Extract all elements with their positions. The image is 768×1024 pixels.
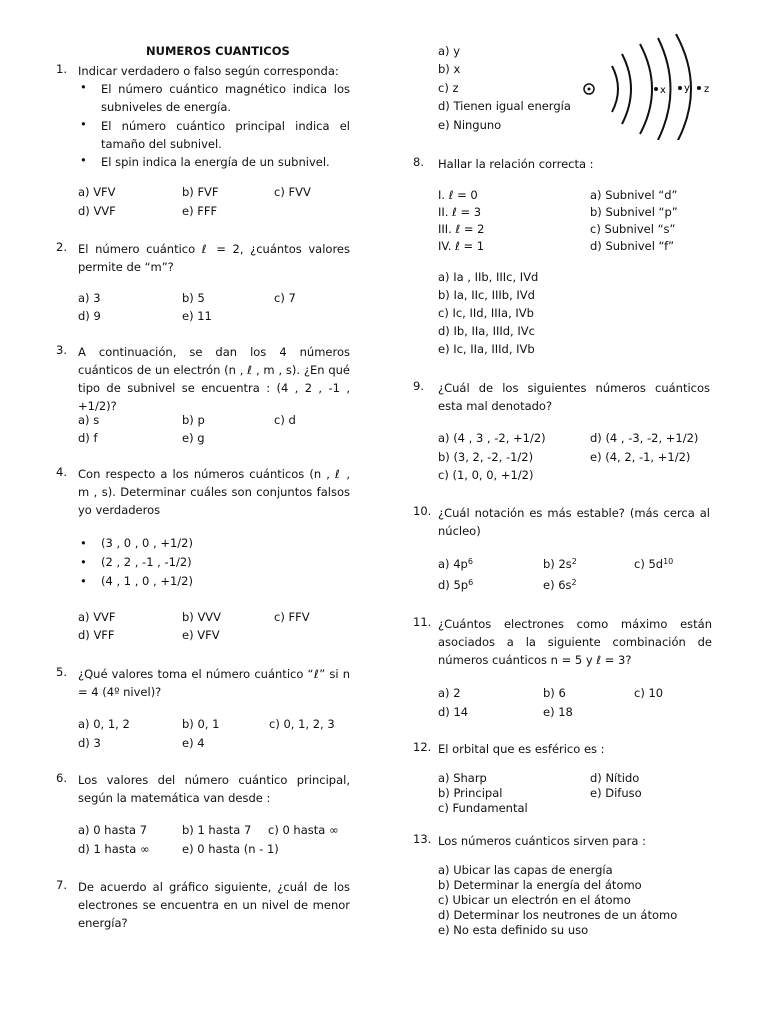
- nucleus-dot: [588, 88, 591, 91]
- q1-option: b) FVF: [182, 185, 219, 199]
- q9-number: 9.: [413, 379, 424, 393]
- q4-bullet: (2 , 2 , -1 , -1/2): [101, 555, 192, 569]
- q9-option: d) (4 , -3, -2, +1/2): [590, 431, 699, 445]
- q9-option: b) (3, 2, -2, -1/2): [438, 450, 534, 464]
- atom-levels-figure: [580, 30, 720, 140]
- q1-bullet: El spin indica la energía de un subnivel.: [101, 155, 330, 169]
- q1-option: a) VFV: [78, 185, 116, 199]
- q3-option: b) p: [182, 413, 205, 427]
- q9-option: a) (4 , 3 , -2, +1/2): [438, 431, 546, 445]
- q7-number: 7.: [56, 878, 67, 892]
- q2-option: e) 11: [182, 309, 212, 323]
- q1-bullet: El número cuántico magnético indica los subniveles de energía.: [101, 82, 350, 114]
- electron-dot: [654, 87, 658, 91]
- q2-option: d) 9: [78, 309, 101, 323]
- q13-option: e) No esta definido su uso: [438, 923, 589, 937]
- q1-option: e) FFF: [182, 204, 218, 218]
- q3-option: c) d: [274, 413, 296, 427]
- q8-text: Hallar la relación correcta :: [438, 157, 594, 171]
- q4-number: 4.: [56, 465, 67, 479]
- q9-option: c) (1, 0, 0, +1/2): [438, 468, 534, 482]
- bullet-icon: •: [80, 574, 87, 588]
- q8-right-item: d) Subnivel “f”: [590, 239, 675, 253]
- q12-text: El orbital que es esférico es :: [438, 742, 605, 756]
- q10-option-a: a) $4p^6$: [438, 557, 473, 571]
- q8-left-item: I. ℓ = 0: [438, 188, 478, 202]
- q1-number: 1.: [56, 62, 67, 76]
- q5-option: e) 4: [182, 736, 205, 750]
- q8-option: d) Ib, IIa, IIId, IVc: [438, 324, 535, 338]
- q4-option: c) FFV: [274, 610, 310, 624]
- q11-number: 11.: [413, 615, 432, 629]
- q4-option: a) VVF: [78, 610, 116, 624]
- q4-option: d) VFF: [78, 628, 115, 642]
- q10-number: 10.: [413, 504, 432, 518]
- q1-option: c) FVV: [274, 185, 311, 199]
- q2-option: a) 3: [78, 291, 101, 305]
- q6-text: Los valores del número cuántico principal, según la matemática van desde :: [78, 773, 350, 805]
- q10-option-b: b) $2s^2$: [543, 557, 577, 571]
- q6-option: d) 1 hasta ∞: [78, 842, 150, 856]
- electron-label-x: x: [660, 85, 666, 96]
- q8-right-item: a) Subnivel “d”: [590, 188, 678, 202]
- q7-option: c) z: [438, 81, 459, 95]
- q4-text: Con respecto a los números cuánticos (n , ℓ , m , s). Determinar cuáles son conjuntos falsos yo verdaderos: [78, 467, 350, 517]
- q5-text: ¿Qué valores toma el número cuántico “ℓ” si n = 4 (4º nivel)?: [78, 667, 350, 699]
- q4-bullet: (3 , 0 , 0 , +1/2): [101, 536, 193, 550]
- q2-option: b) 5: [182, 291, 205, 305]
- q9-text: ¿Cuál de los siguientes números cuánticos esta mal denotado?: [438, 381, 710, 413]
- q11-option: c) 10: [634, 686, 664, 700]
- q12-option: d) Nítido: [590, 771, 640, 785]
- q5-option: a) 0, 1, 2: [78, 717, 130, 731]
- q4-option: b) VVV: [182, 610, 222, 624]
- q8-option: b) Ia, IIc, IIIb, IVd: [438, 288, 535, 302]
- q8-right-item: c) Subnivel “s”: [590, 222, 676, 236]
- q11-option: a) 2: [438, 686, 461, 700]
- q7-option: e) Ninguno: [438, 118, 502, 132]
- q7-option: b) x: [438, 62, 461, 76]
- q8-option: e) Ic, IIa, IIId, IVb: [438, 342, 535, 356]
- q1-text: Indicar verdadero o falso según corresponda:: [78, 64, 339, 78]
- q11-option: e) 18: [543, 705, 573, 719]
- page-title: NUMEROS CUANTICOS: [146, 44, 290, 58]
- q7-text: De acuerdo al gráfico siguiente, ¿cuál de los electrones se encuentra en un nivel de menor energía?: [78, 880, 350, 930]
- q9-option: e) (4, 2, -1, +1/2): [590, 450, 691, 464]
- q1-option: d) VVF: [78, 204, 116, 218]
- q8-left-item: III. ℓ = 2: [438, 222, 485, 236]
- q12-option: e) Difuso: [590, 786, 642, 800]
- energy-level-arc: [612, 66, 618, 112]
- q6-option: b) 1 hasta 7: [182, 823, 252, 837]
- bullet-icon: •: [80, 117, 87, 131]
- q8-left-item: II. ℓ = 3: [438, 205, 482, 219]
- q3-text: A continuación, se dan los 4 números cuánticos de un electrón (n , ℓ , m , s). ¿En qué tipo de subnivel se encuentra : (4 , 2 , -1 , +1/2)?: [78, 345, 350, 413]
- energy-level-arc: [622, 54, 631, 124]
- q8-option: a) Ia , IIb, IIIc, IVd: [438, 270, 539, 284]
- q2-option: c) 7: [274, 291, 296, 305]
- electron-label-z: z: [704, 84, 710, 95]
- q8-right-item: b) Subnivel “p”: [590, 205, 678, 219]
- q13-text: Los números cuánticos sirven para :: [438, 834, 646, 848]
- q10-option-d: d) $5p^6$: [438, 578, 474, 592]
- q1-bullet: El número cuántico principal indica el tamaño del subnivel.: [101, 119, 350, 151]
- bullet-icon: •: [80, 153, 87, 167]
- q5-option: c) 0, 1, 2, 3: [269, 717, 335, 731]
- q7-option: a) y: [438, 44, 460, 58]
- q12-option: b) Principal: [438, 786, 503, 800]
- q7-option: d) Tienen igual energía: [438, 99, 571, 113]
- q2-text: El número cuántico ℓ = 2, ¿cuántos valores permite de “m”?: [78, 242, 350, 274]
- bullet-icon: •: [80, 555, 87, 569]
- q6-option: a) 0 hasta 7: [78, 823, 148, 837]
- q6-number: 6.: [56, 771, 67, 785]
- q6-option: e) 0 hasta (n - 1): [182, 842, 279, 856]
- q6-option: c) 0 hasta ∞: [268, 823, 339, 837]
- q3-option: a) s: [78, 413, 100, 427]
- q4-option: e) VFV: [182, 628, 220, 642]
- q13-option: c) Ubicar un electrón en el átomo: [438, 893, 631, 907]
- q12-number: 12.: [413, 740, 432, 754]
- q12-option: c) Fundamental: [438, 801, 528, 815]
- q10-option-e: e) $6s^2$: [543, 578, 577, 592]
- q3-option: e) g: [182, 431, 205, 445]
- q2-number: 2.: [56, 240, 67, 254]
- q8-left-item: IV. ℓ = 1: [438, 239, 485, 253]
- q4-bullet: (4 , 1 , 0 , +1/2): [101, 574, 193, 588]
- electron-dot: [678, 86, 682, 90]
- q13-option: b) Determinar la energía del átomo: [438, 878, 642, 892]
- electron-label-y: y: [684, 83, 690, 94]
- q5-option: b) 0, 1: [182, 717, 220, 731]
- q12-option: a) Sharp: [438, 771, 487, 785]
- q3-number: 3.: [56, 343, 67, 357]
- energy-level-arc: [640, 44, 652, 134]
- q11-text: ¿Cuántos electrones como máximo están asociados a la siguiente combinación de números cuánticos n = 5 y ℓ = 3?: [438, 617, 712, 667]
- q11-option: d) 14: [438, 705, 469, 719]
- bullet-icon: •: [80, 80, 87, 94]
- q8-option: c) Ic, IId, IIIa, IVb: [438, 306, 534, 320]
- q13-number: 13.: [413, 832, 432, 846]
- q11-option: b) 6: [543, 686, 566, 700]
- electron-dot: [697, 86, 701, 90]
- q8-number: 8.: [413, 155, 424, 169]
- q13-option: a) Ubicar las capas de energía: [438, 863, 613, 877]
- q5-option: d) 3: [78, 736, 101, 750]
- q13-option: d) Determinar los neutrones de un átomo: [438, 908, 678, 922]
- q5-number: 5.: [56, 665, 67, 679]
- q3-option: d) f: [78, 431, 98, 445]
- q10-option-c: c) $5d^{10}$: [634, 557, 674, 571]
- q10-text: ¿Cuál notación es más estable? (más cerca al núcleo): [438, 506, 710, 538]
- bullet-icon: •: [80, 536, 87, 550]
